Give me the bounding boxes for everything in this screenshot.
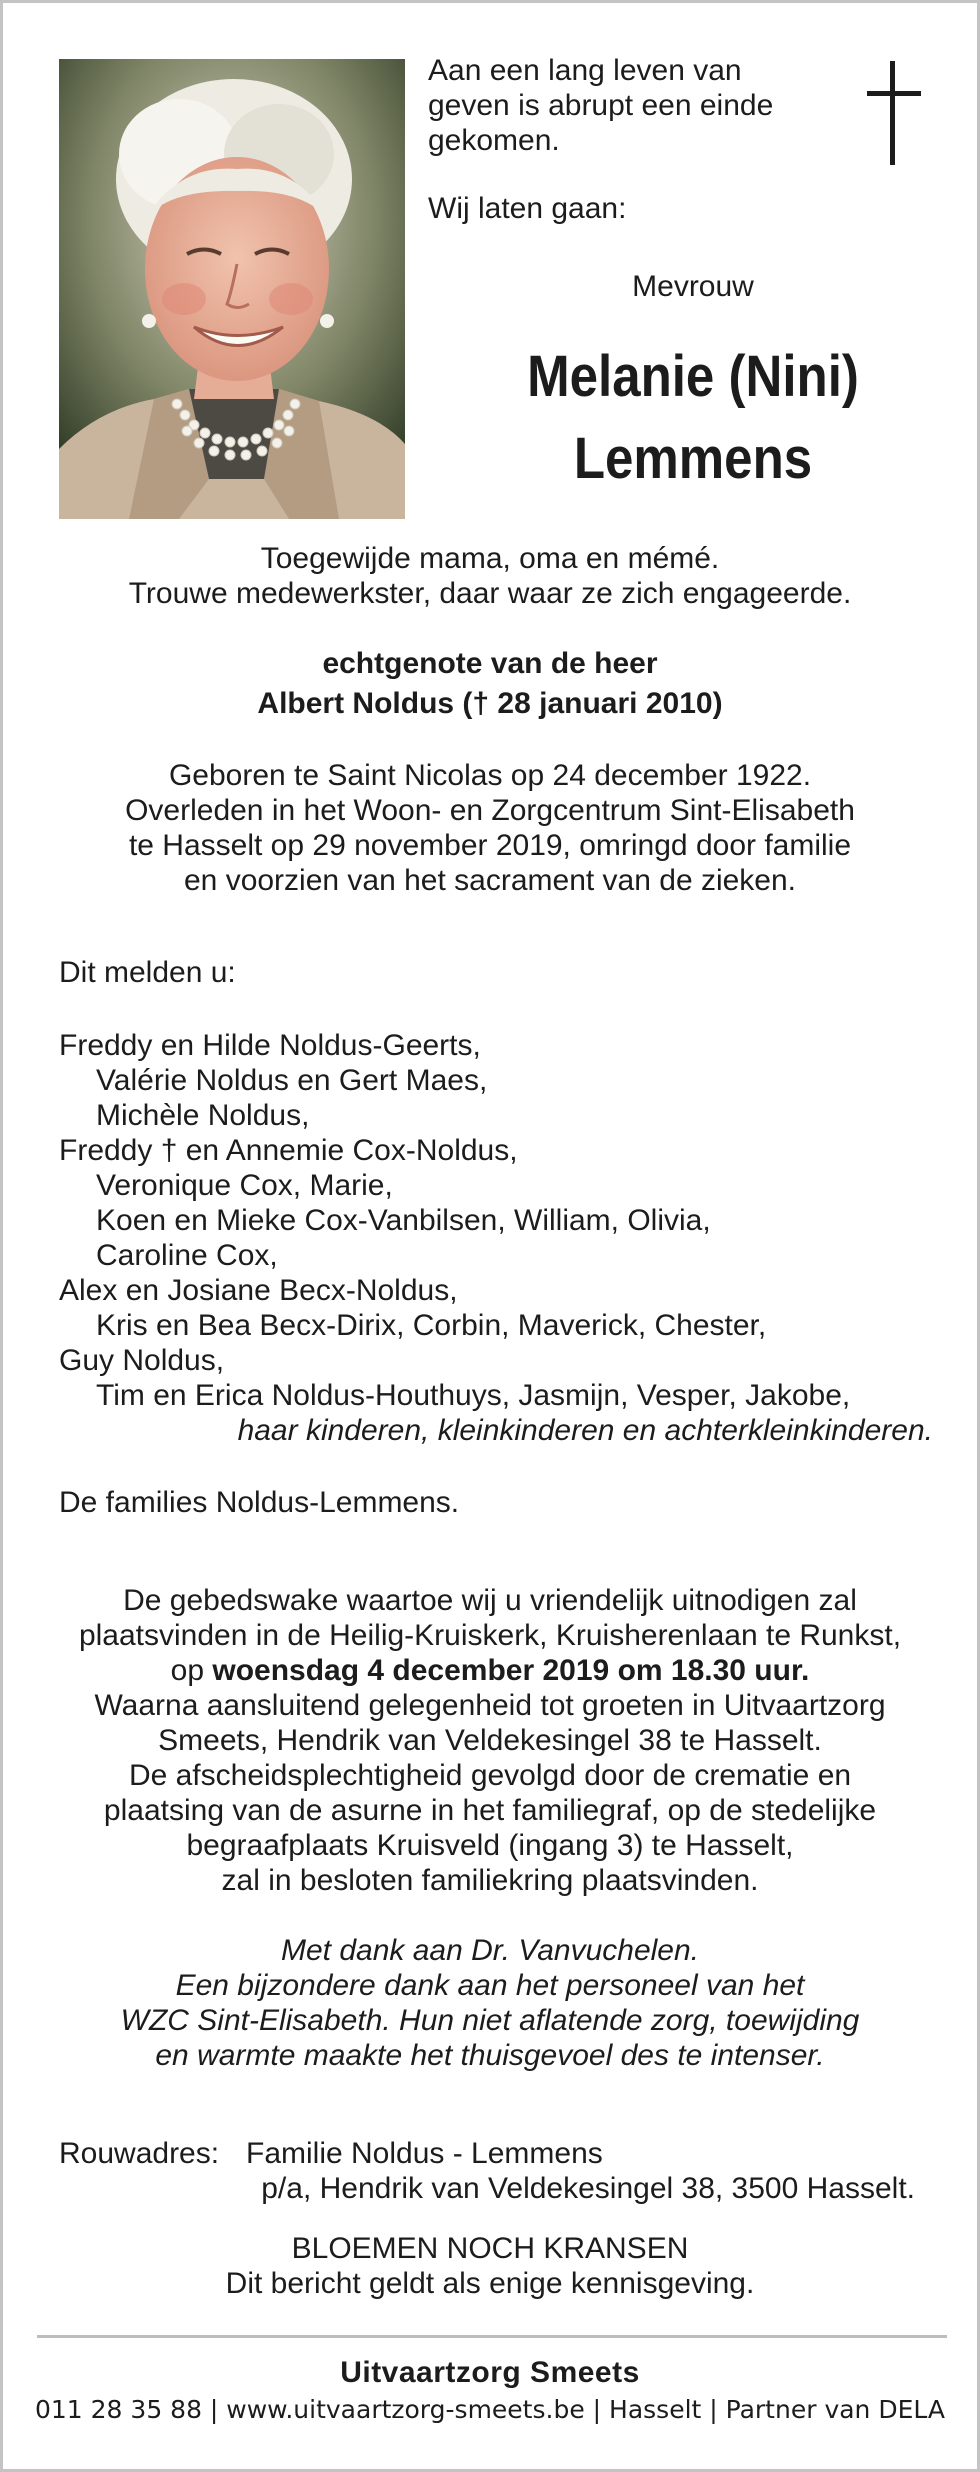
bio-line-2: Overleden in het Woon- en Zorgcentrum Sint-Elisabeth xyxy=(125,794,855,827)
announce-line: Dit melden u: xyxy=(59,956,236,989)
honorific: Mevrouw xyxy=(632,270,754,303)
family-line: Koen en Mieke Cox-Vanbilsen, William, Olivia, xyxy=(96,1204,711,1237)
footer-contact-info: 011 28 35 88 | www.uitvaartzorg-smeets.be | Hasselt | Partner van DELA xyxy=(34,2395,945,2424)
bio-line-4: en voorzien van het sacrament van de zieken. xyxy=(183,864,797,897)
spouse-line-2: Albert Noldus († 28 januari 2010) xyxy=(257,687,723,720)
intro-line-1: Aan een lang leven van xyxy=(428,54,742,87)
portrait-illustration xyxy=(59,59,405,519)
service-line-7: plaatsing van de asurne in het familiegraf, op de stedelijke xyxy=(103,1794,877,1827)
service-line-5: Smeets, Hendrik van Veldekesingel 38 te Hasselt. xyxy=(158,1724,822,1757)
family-line: Tim en Erica Noldus-Houthuys, Jasmijn, Vesper, Jakobe, xyxy=(96,1379,851,1412)
address-line-1: Familie Noldus - Lemmens xyxy=(246,2137,603,2170)
family-line: Veronique Cox, Marie, xyxy=(96,1169,393,1202)
family-closing: haar kinderen, kleinkinderen en achterkleinkinderen. xyxy=(237,1414,933,1447)
family-line: Kris en Bea Becx-Dirix, Corbin, Maverick, Chester, xyxy=(96,1309,767,1342)
family-line: Valérie Noldus en Gert Maes, xyxy=(96,1064,488,1097)
family-line: Guy Noldus, xyxy=(59,1344,225,1377)
tribute-line-2: Trouwe medewerkster, daar waar ze zich engageerde. xyxy=(128,577,852,610)
intro-line-4: Wij laten gaan: xyxy=(428,192,627,225)
service-line-2: plaatsvinden in de Heilig-Kruiskerk, Kruisherenlaan te Runkst, xyxy=(78,1619,902,1652)
tribute-line-1: Toegewijde mama, oma en mémé. xyxy=(260,542,720,575)
thanks-line-2: Een bijzondere dank aan het personeel van het xyxy=(175,1969,805,2002)
intro-line-2: geven is abrupt een einde xyxy=(428,89,774,122)
family-line: Caroline Cox, xyxy=(96,1239,278,1272)
closing-line-2: Dit bericht geldt als enige kennisgeving. xyxy=(225,2267,755,2300)
address-label: Rouwadres: xyxy=(59,2137,220,2170)
address-line-2: p/a, Hendrik van Veldekesingel 38, 3500 Hasselt. xyxy=(261,2172,915,2205)
service-line-8: begraafplaats Kruisveld (ingang 3) te Hasselt, xyxy=(186,1829,794,1862)
family-line: Freddy † en Annemie Cox-Noldus, xyxy=(59,1134,518,1167)
service-line-3 xyxy=(3,1653,977,1688)
service-line-1: De gebedswake waartoe wij u vriendelijk uitnodigen zal xyxy=(123,1584,857,1617)
service-line-9: zal in besloten familiekring plaatsvinden. xyxy=(221,1864,759,1897)
families-line: De families Noldus-Lemmens. xyxy=(59,1486,460,1519)
spouse-line-1: echtgenote van de heer xyxy=(322,647,658,680)
thanks-line-4: en warmte maakte het thuisgevoel des te intenser. xyxy=(155,2039,825,2072)
service-line-6: De afscheidsplechtigheid gevolgd door de crematie en xyxy=(128,1759,852,1792)
bio-line-1: Geboren te Saint Nicolas op 24 december 1922. xyxy=(168,759,812,792)
service-datetime: woensdag 4 december 2019 om 18.30 uur. xyxy=(212,1654,810,1687)
deceased-name-line-2: Lemmens xyxy=(573,426,813,491)
family-line: Alex en Josiane Becx-Noldus, xyxy=(59,1274,458,1307)
footer-divider xyxy=(37,2335,947,2338)
deceased-name-line-1: Melanie (Nini) xyxy=(527,344,859,409)
bio-line-3: te Hasselt op 29 november 2019, omringd door familie xyxy=(128,829,852,862)
intro-line-3: gekomen. xyxy=(428,124,560,157)
footer-company-name: Uitvaartzorg Smeets xyxy=(340,2356,640,2389)
thanks-line-3: WZC Sint-Elisabeth. Hun niet aflatende zorg, toewijding xyxy=(120,2004,860,2037)
family-line: Michèle Noldus, xyxy=(96,1099,310,1132)
closing-line-1: BLOEMEN NOCH KRANSEN xyxy=(291,2232,689,2265)
portrait-photo xyxy=(59,59,405,519)
thanks-line-1: Met dank aan Dr. Vanvuchelen. xyxy=(280,1934,700,1967)
service-line-3-prefix: op xyxy=(170,1654,213,1687)
service-line-4: Waarna aansluitend gelegenheid tot groeten in Uitvaartzorg xyxy=(94,1689,886,1722)
family-line: Freddy en Hilde Noldus-Geerts, xyxy=(59,1029,481,1062)
cross-icon xyxy=(867,61,921,165)
